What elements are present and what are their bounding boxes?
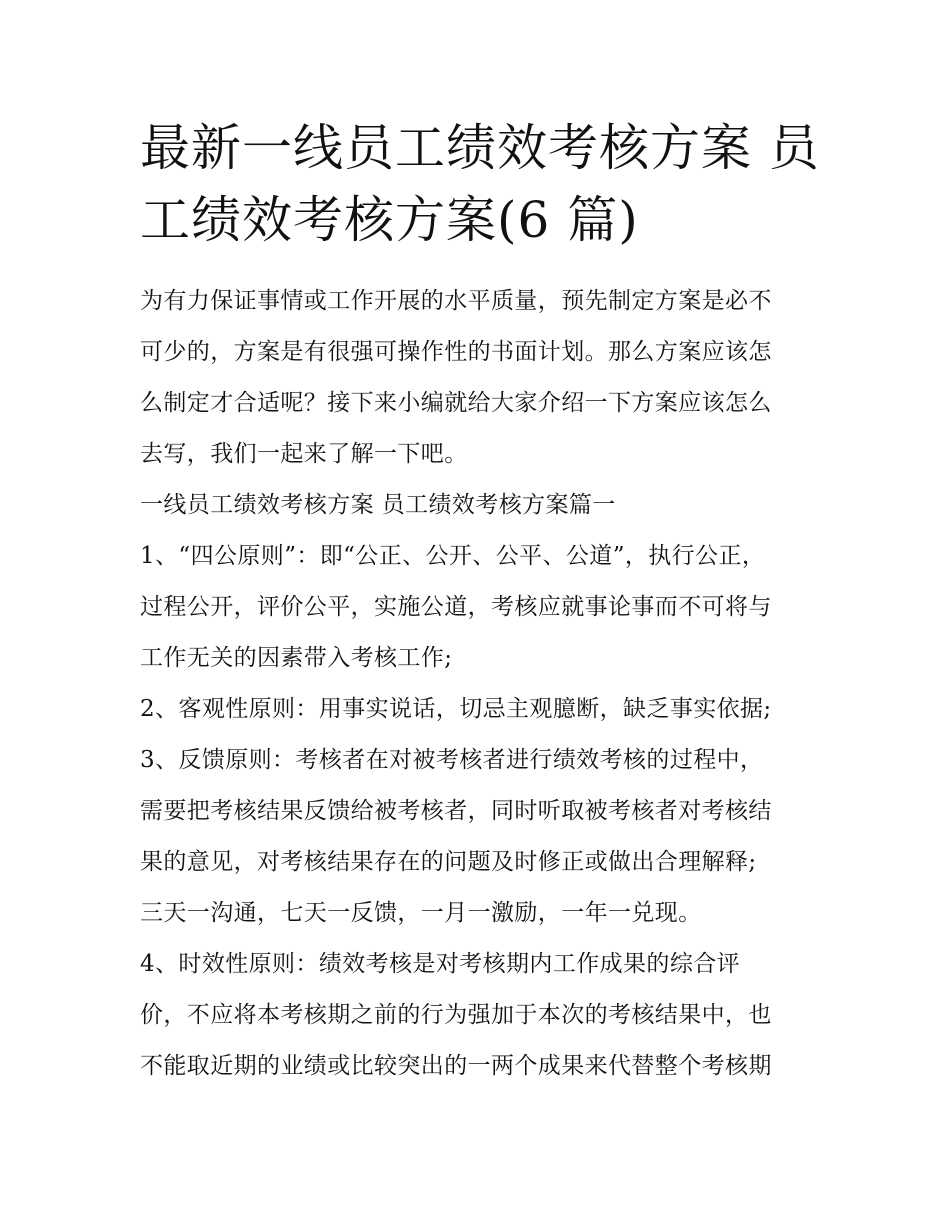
paragraph-line: 果的意见，对考核结果存在的问题及时修正或做出合理解释; <box>140 849 757 875</box>
intro-line: 去写，我们一起来了解一下吧。 <box>140 441 468 467</box>
intro-line: 为有力保证事情或工作开展的水平质量，预先制定方案是必不 <box>140 288 772 314</box>
paragraph-line: 需要把考核结果反馈给被考核者，同时听取被考核者对考核结 <box>140 798 772 824</box>
paragraph-line: 1、“四公原则”：即“公正、公开、公平、公道”，执行公正， <box>140 543 766 569</box>
title-line: 工绩效考核方案(6 篇) <box>140 191 639 249</box>
document-body <box>140 276 830 1092</box>
paragraph-line: 价，不应将本考核期之前的行为强加于本次的考核结果中，也 <box>140 1002 772 1028</box>
document-title <box>140 112 830 256</box>
paragraph-line: 工作无关的因素带入考核工作; <box>140 645 453 671</box>
paragraph-line: 三天一沟通，七天一反馈，一月一激励，一年一兑现。 <box>140 900 702 926</box>
intro-line: 可少的，方案是有很强可操作性的书面计划。那么方案应该怎 <box>140 339 772 365</box>
title-line: 最新一线员工绩效考核方案 员 <box>140 119 820 177</box>
section-heading: 一线员工绩效考核方案 员工绩效考核方案篇一 <box>140 492 616 518</box>
paragraph-line: 4、时效性原则：绩效考核是对考核期内工作成果的综合评 <box>140 951 741 977</box>
paragraph-line: 3、反馈原则：考核者在对被考核者进行绩效考核的过程中， <box>140 747 764 773</box>
paragraph-line: 过程公开，评价公平，实施公道，考核应就事论事而不可将与 <box>140 594 772 620</box>
paragraph-line: 不能取近期的业绩或比较突出的一两个成果来代替整个考核期 <box>140 1053 772 1079</box>
paragraph-line: 2、客观性原则：用事实说话，切忌主观臆断，缺乏事实依据; <box>140 696 772 722</box>
intro-line: 么制定才合适呢？接下来小编就给大家介绍一下方案应该怎么 <box>140 390 772 416</box>
